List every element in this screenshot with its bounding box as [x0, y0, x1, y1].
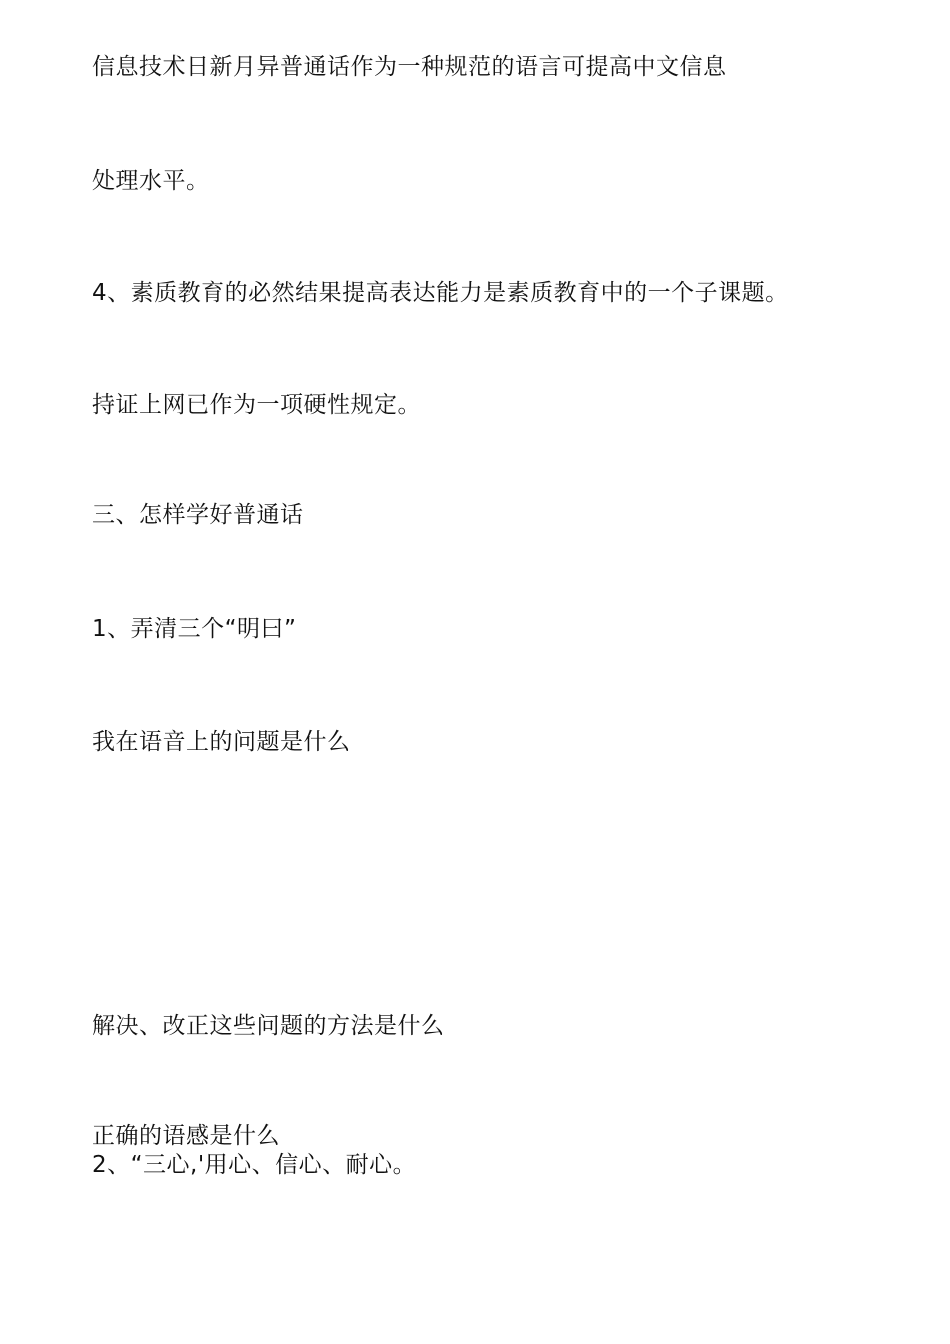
question-text-pronunciation: 我在语音上的问题是什么 — [92, 729, 351, 755]
list-item-three-hearts: 2、“三心,'用心、信心、耐心。 — [92, 1152, 417, 1178]
section-heading-how-to-learn: 三、怎样学好普通话 — [92, 502, 304, 528]
list-item-three-understandings: 1、弄清三个“明曰” — [92, 616, 297, 642]
paragraph-text-info-tech: 信息技术日新月异普通话作为一种规范的语言可提高中文信息 — [92, 54, 727, 80]
question-text-language-sense: 正确的语感是什么 — [92, 1123, 280, 1149]
paragraph-text-certification: 持证上网已作为一项硬性规定。 — [92, 392, 421, 418]
list-item-quality-education: 4、素质教育的必然结果提高表达能力是素质教育中的一个子课题。 — [92, 280, 789, 306]
paragraph-text-processing-level: 处理水平。 — [92, 168, 210, 194]
question-text-solution-method: 解决、改正这些问题的方法是什么 — [92, 1013, 445, 1039]
